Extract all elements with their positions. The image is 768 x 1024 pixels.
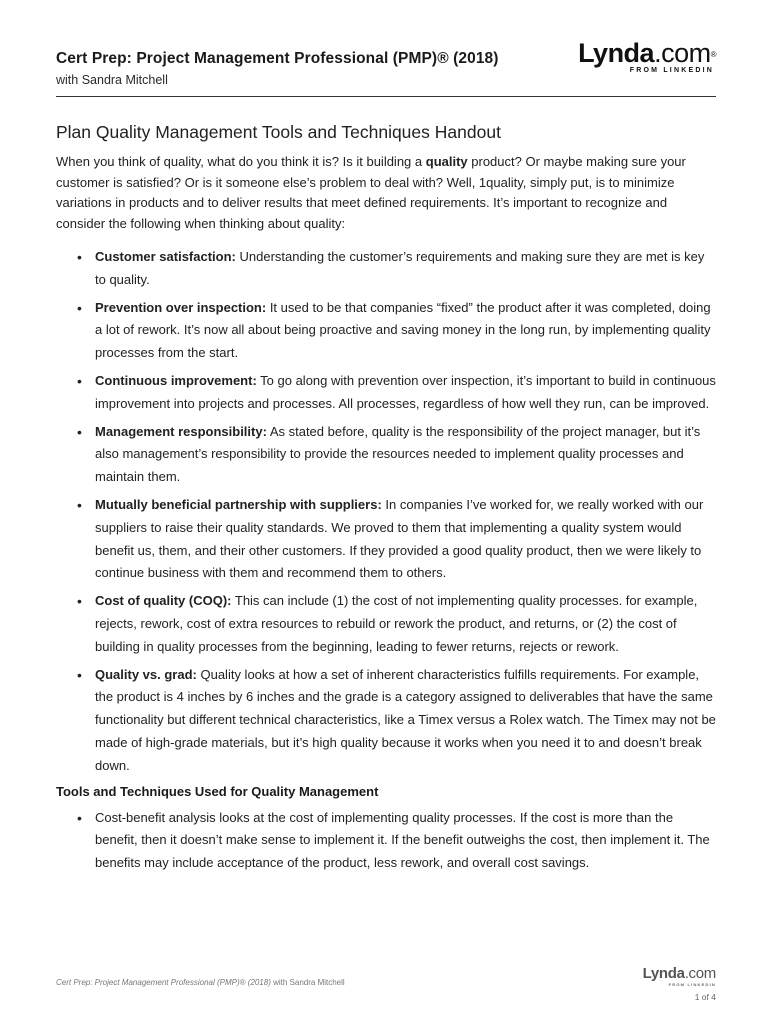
- logo-tagline: FROM LINKEDIN: [629, 67, 714, 74]
- course-title: Cert Prep: Project Management Professional (PMP)® (2018): [56, 50, 499, 67]
- bullet-term: Quality vs. grad:: [95, 666, 197, 682]
- footer-course-text: [56, 978, 345, 987]
- footer-logo-dotcom: .com: [684, 965, 716, 982]
- footer-lynda-logo: [643, 966, 716, 987]
- document-title: Plan Quality Management Tools and Techniques Handout: [56, 122, 501, 142]
- footer-course-title: Cert Prep: Project Management Professional (PMP)® (2018): [56, 978, 271, 987]
- list-item: [56, 807, 716, 875]
- list-item: [56, 421, 716, 489]
- list-item: [56, 246, 716, 292]
- intro-text-start: When you think of quality, what do you think it is? Is it building a: [56, 154, 426, 169]
- list-item: [56, 297, 716, 365]
- list-item: [56, 590, 716, 658]
- logo-dotcom: .com: [654, 38, 711, 68]
- footer-logo-wordmark: Lynda: [642, 965, 685, 982]
- tools-section-heading: Tools and Techniques Used for Quality Management: [56, 783, 379, 799]
- bullet-text: Quality looks at how a set of inherent characteristics fulfills requirements. For example, the product is 4 inches by 6 inches and the grade is a category assigned to deliverables that have the same functionality but different technical characteristics, like a Timex versus a Rolex watch. The Timex may not be made of high-grade materials, but it’s high quality because it works when you need it to and doesn’t break down.: [95, 666, 716, 773]
- bullet-text: As stated before, quality is the responsibility of the project manager, but it’s also management’s responsibility to provide the resources needed to implement quality processes and maintain them.: [95, 423, 701, 485]
- quality-principles-list: [56, 246, 716, 778]
- intro-text-end: product? Or maybe making sure your customer is satisfied? Or is it someone else’s problem to deal with? Well, 1quality, simply put, is to minimize variations in products and to deliver results that meet defined requirements. It’s important to recognize and consider the following when thinking about quality:: [56, 154, 686, 231]
- document-body: [56, 122, 716, 880]
- page-footer: [56, 964, 716, 1004]
- list-item: [56, 664, 716, 778]
- logo-registered: ®: [710, 50, 716, 59]
- course-author: with Sandra Mitchell: [56, 73, 168, 87]
- bullet-term: Customer satisfaction:: [95, 249, 236, 264]
- bullet-text: Understanding the customer’s requirements and making sure they are met is key to quality.: [95, 249, 705, 287]
- lynda-logo: [578, 39, 716, 74]
- list-item: [56, 494, 716, 585]
- bullet-term: Prevention over inspection:: [95, 299, 267, 315]
- footer-author: with Sandra Mitchell: [270, 978, 345, 987]
- bullet-term: Cost of quality (COQ):: [95, 593, 232, 609]
- footer-logo-tagline: FROM LINKEDIN: [668, 982, 716, 987]
- intro-bold-word: quality: [425, 154, 468, 169]
- bullet-text: To go along with prevention over inspection, it’s important to build in continuous improvement into projects and processes. All processes, regardless of how well they run, can be improved.: [95, 372, 716, 411]
- bullet-term: Management responsibility:: [95, 423, 267, 439]
- list-item: [56, 370, 716, 416]
- bullet-text: This can include (1) the cost of not implementing quality processes. for example, rejects, rework, cost of extra resources to rebuild or rework the product, and returns, or (2) the cost of building in quality processes from the beginning, leading to fewer returns, rejects or rework.: [95, 593, 698, 654]
- bullet-text: In companies I’ve worked for, we really worked with our suppliers to raise their quality standards. We proved to them that implementing a quality system would benefit us, them, and their other customers. If they provided a good quality product, then we were likely to continue business with them and recommend them to others.: [95, 496, 704, 581]
- bullet-text: Cost-benefit analysis looks at the cost of implementing quality processes. If the cost is more than the benefit, then it doesn’t make sense to implement it. If the benefit outweighs the cost, then implement it. The benefits may include acceptance of the product, less rework, and overall cost savings.: [95, 809, 710, 871]
- intro-paragraph: [56, 152, 716, 234]
- bullet-term: Continuous improvement:: [95, 372, 257, 388]
- page-number: 1 of 4: [694, 992, 716, 1002]
- page-header: [56, 38, 716, 97]
- logo-wordmark: Lynda: [578, 38, 655, 68]
- bullet-term: Mutually beneficial partnership with suppliers:: [95, 496, 382, 512]
- tools-list: [56, 807, 716, 875]
- bullet-text: It used to be that companies “fixed” the product after it was completed, doing a lot of rework. It’s now all about being proactive and saving money in the long run, by implementing quality processes from the start.: [95, 299, 711, 361]
